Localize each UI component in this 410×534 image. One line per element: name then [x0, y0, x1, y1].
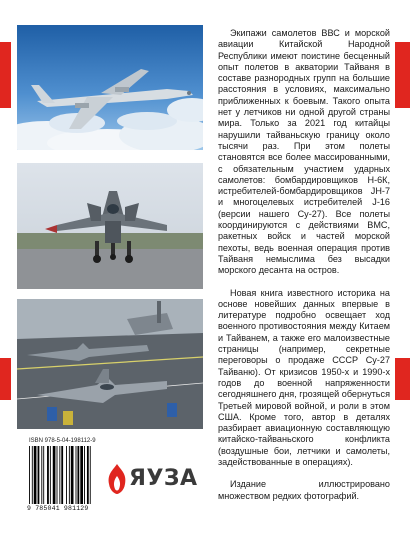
publisher-logo-text: ЯУЗА: [129, 466, 198, 491]
red-edge-tab: [395, 42, 410, 108]
photo-bomber-over-clouds: [17, 25, 203, 150]
annotation-paragraph: Новая книга известного историка на основе новейших данных впервые в литературе подробно освещает ход военного противостояния между Китаем и Тайванем, а также его малоизвестные страницы (например, секретные переговоры о продаже СССР Су-27 Тайваню). От кризисов 1950-х и 1990-х годов до военной напряженности сегодняшнего дня, грозящей обернуться Третьей мировой войной, и роли в этом США. Кроме того, автор в деталях разбирает авиационную составляющую китайско-тайваньского конфликта (воздушные бои, летчики и самолеты, задействованные в операциях).: [218, 287, 390, 467]
annotation-paragraph: Издание иллюстрировано множеством редких фотографий.: [218, 479, 390, 501]
isbn-label: ISBN 978-5-04-198112-9: [29, 438, 96, 444]
barcode-number: 9 785041 981129: [27, 505, 89, 512]
photo-carrier-deck: [17, 299, 203, 429]
red-edge-tab: [0, 42, 11, 108]
red-edge-tab: [395, 358, 410, 400]
annotation-paragraph: Экипажи самолетов ВВС и морской авиации Китайской Народной Республики имеют поистине бесценный опыт полетов в акватории Тайваня в составе разнородных групп на большие расстояния в условиях, максимально приближенных к боевым. Такого опыта нет у летчиков ни одной другой страны мира. Только за 2021 год китайцы нарушили тайваньскую границу около тысячи раз. При этом полеты становятся все более массированными, с обязательным участием ударных самолетов: бомбардировщиков Н-6К, истребителей-бомбардировщиков JH-7 и многоцелевых истребителей J-16 (версии нашего Су-27). Все полеты координируются с действиями ВМС, ракетных войск и частей морской пехоты, ведь военная операция против Тайваня немыслима без высадки морского десанта на остров.: [218, 28, 390, 276]
annotation-text: [218, 28, 390, 502]
publisher-logo: [105, 462, 198, 496]
barcode-bars: [27, 446, 107, 504]
fire-emblem-icon: [105, 462, 129, 496]
red-edge-tab: [0, 358, 11, 400]
photo-fighter-on-runway: [17, 163, 203, 289]
isbn-barcode: [27, 438, 107, 518]
